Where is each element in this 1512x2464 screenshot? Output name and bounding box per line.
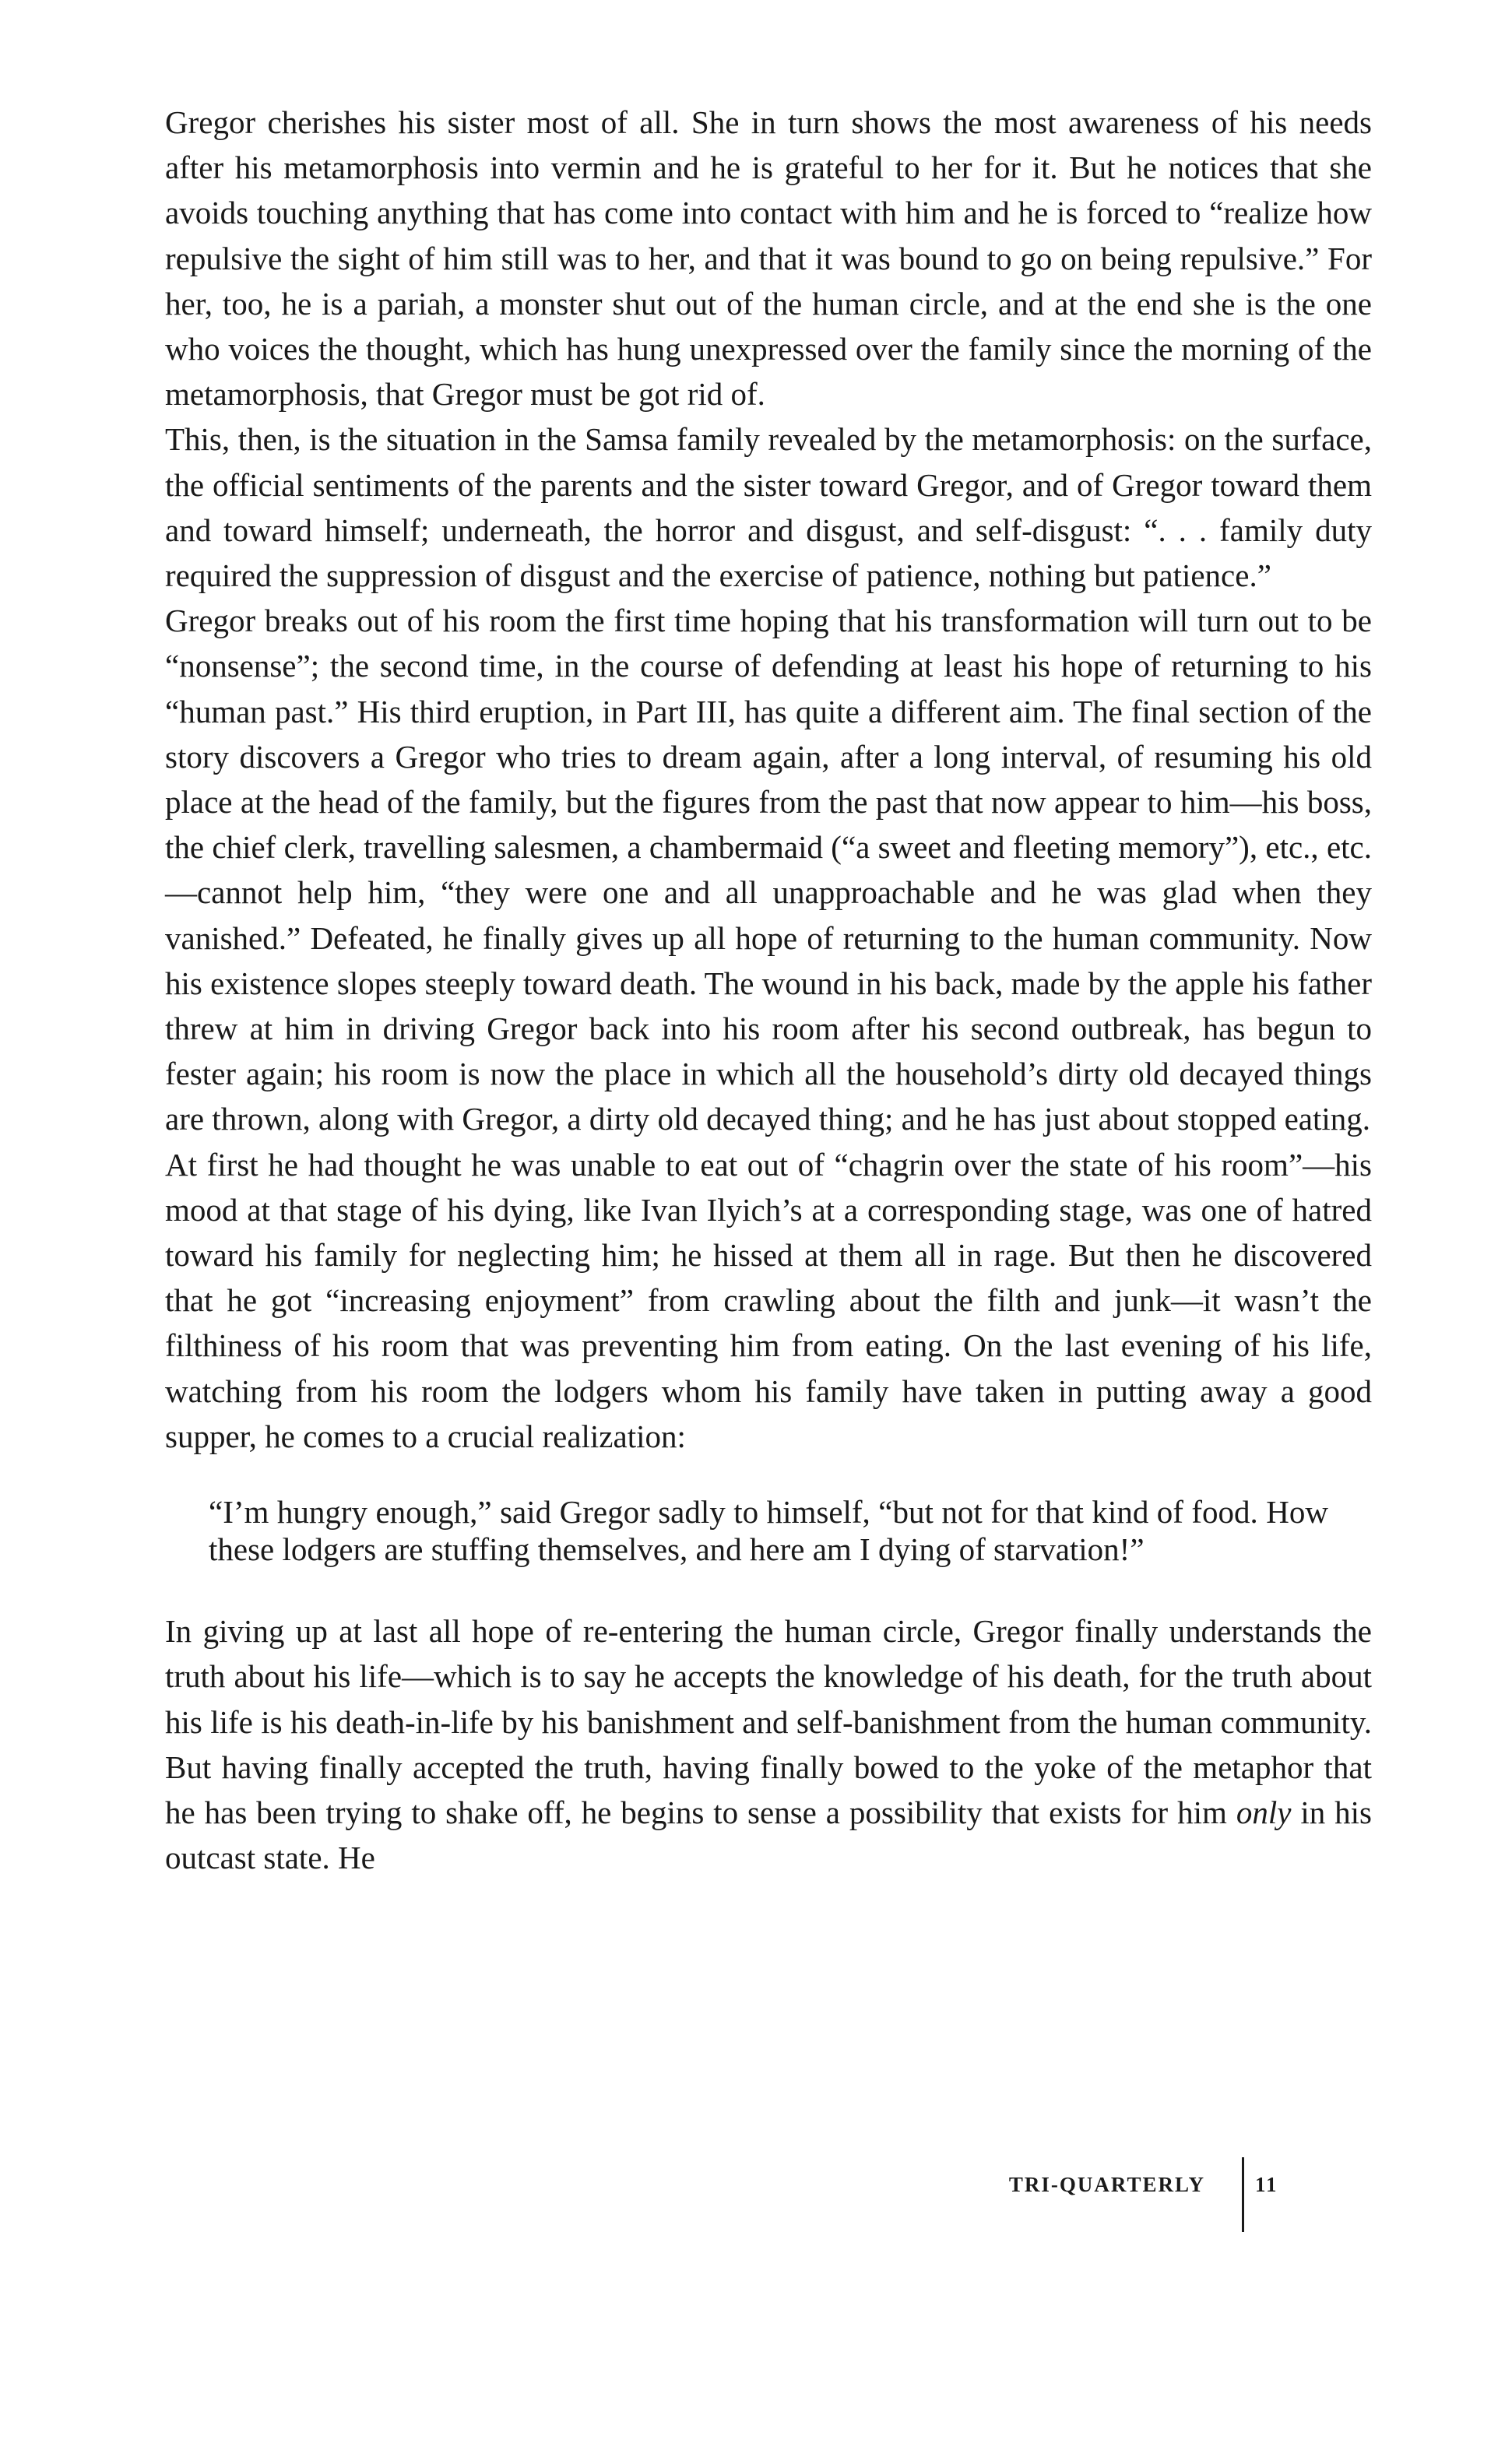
paragraph-5-ending: in his outcast state. He: [165, 1794, 1372, 1876]
paragraph-5-text: In giving up at last all hope of re-entering the human circle, Gregor finally understands the truth about his life—which is to say he accepts the knowledge of his death, for the truth about his life is his death-in-life by his banishment and self-banishment from the human community. But having finally accepted the truth, having finally bowed to the yoke of the metaphor that he has been trying to shake off, he begins to sense a possibility that exists for him: [165, 1613, 1372, 1830]
body-text: [165, 100, 1372, 1880]
paragraph-2: This, then, is the situation in the Samsa family revealed by the metamorphosis: on the surface, the official sentiments of the parents and the sister toward Gregor, and of Gregor toward them and toward himself; underneath, the horror and disgust, and self-disgust: “. . . family duty required the suppression of disgust and the exercise of patience, nothing but patience.”: [165, 421, 1372, 594]
page-number: 11: [1255, 2173, 1278, 2196]
block-quote: “I’m hungry enough,” said Gregor sadly to himself, “but not for that kind of food. How these lodgers are stuffing themselves, and here am I dying of starvation!”: [209, 1494, 1328, 1568]
paragraph-4: At first he had thought he was unable to eat out of “chagrin over the state of his room”—his mood at that stage of his dying, like Ivan Ilyich’s at a corresponding stage, was one of hatred toward his family for neglecting him; he hissed at them all in rage. But then he discovered that he got “increasing enjoyment” from crawling about the filth and junk—it wasn’t the filthiness of his room that was preventing him from eating. On the last evening of his life, watching from his room the lodgers whom his family have taken in putting away a good supper, he comes to a crucial realization:: [165, 1146, 1372, 1454]
paragraph-5: [165, 1608, 1372, 1880]
footer-divider: [1242, 2157, 1244, 2232]
page-footer: [1004, 2157, 1285, 2235]
paragraph-1: Gregor cherishes his sister most of all. She in turn shows the most awareness of his needs after his metamorphosis into vermin and he is grateful to her for it. But he notices that she avoids touching anything that has come into contact with him and he is forced to “realize how repulsive the sight of him still was to her, and that it was bound to go on being repulsive.” For her, too, he is a pariah, a monster shut out of the human circle, and at the end she is the one who voices the thought, which has hung unexpressed over the family since the morning of the metamorphosis, that Gregor must be got rid of.: [165, 104, 1372, 413]
journal-name: TRI-QUARTERLY: [1008, 2173, 1205, 2196]
emphasis-only: only: [1236, 1794, 1292, 1830]
paragraph-3: Gregor breaks out of his room the first time hoping that his transformation will turn out to be “nonsense”; the second time, in the course of defending at least his hope of returning to his “human past.” His third eruption, in Part III, has quite a different aim. The final section of the story discovers a Gregor who tries to dream again, after a long interval, of resuming his old place at the head of the family, but the figures from the past that now appear to him—his boss, the chief clerk, travelling salesmen, a chambermaid (“a sweet and fleeting memory”), etc., etc.—cannot help him, “they were one and all unapproachable and he was glad when they vanished.” Defeated, he finally gives up all hope of returning to the human community. Now his existence slopes steeply toward death. The wound in his back, made by the apple his father threw at him in driving Gregor back into his room after his second outbreak, has begun to fester again; his room is now the place in which all the household’s dirty old decayed things are thrown, along with Gregor, a dirty old decayed thing; and he has just about stopped eating.: [165, 603, 1372, 1137]
